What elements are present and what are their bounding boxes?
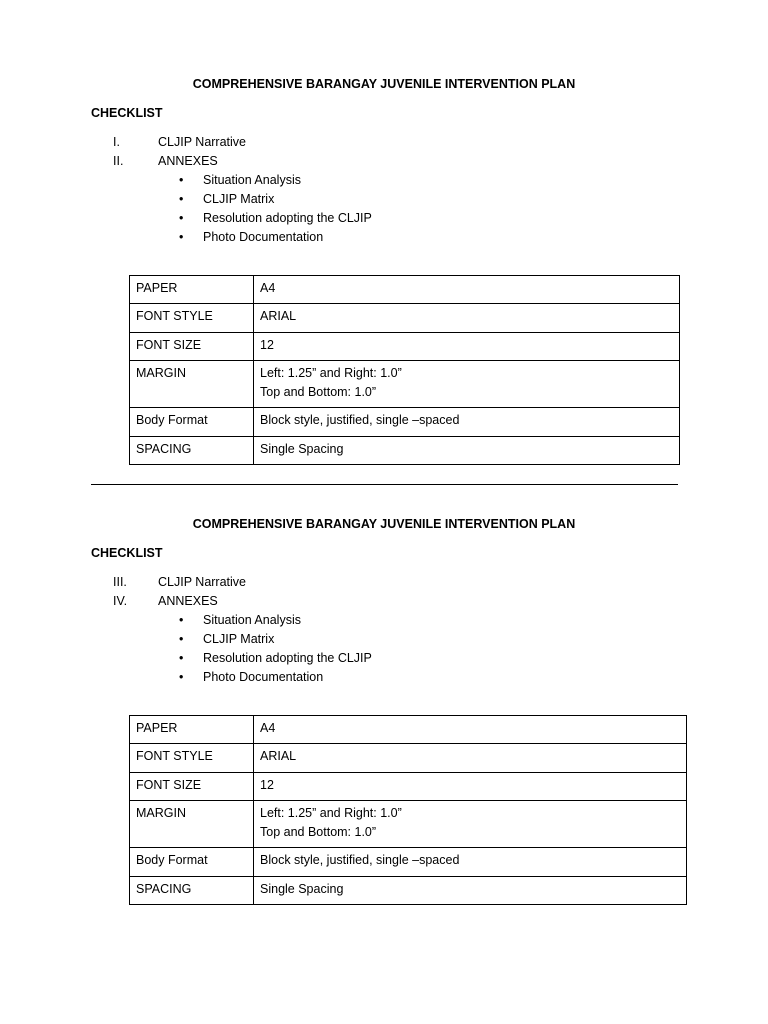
page-title: COMPREHENSIVE BARANGAY JUVENILE INTERVENTION PLAN — [192, 517, 576, 531]
spec-value-cell — [254, 304, 680, 333]
item-number: II. — [113, 154, 124, 168]
checklist-heading: CHECKLIST — [91, 106, 163, 120]
spec-key-cell: SPACING — [130, 437, 254, 465]
spec-key-cell: Body Format — [130, 848, 254, 877]
item-label: ANNEXES — [158, 154, 218, 168]
format-spec-table — [129, 715, 687, 905]
spec-key-cell: FONT STYLE — [130, 304, 254, 333]
spec-value-cell — [254, 408, 680, 437]
bullet-icon: • — [179, 173, 184, 187]
spec-key-cell: PAPER — [130, 276, 254, 304]
bullet-icon: • — [179, 632, 184, 646]
spec-value-line: Top and Bottom: 1.0” — [260, 825, 377, 839]
spec-value-cell — [254, 716, 687, 744]
annex-label: CLJIP Matrix — [203, 192, 275, 206]
table-row — [130, 408, 680, 437]
spec-key-cell: FONT STYLE — [130, 744, 254, 773]
table-row — [130, 744, 687, 773]
spec-value-line: ARIAL — [260, 749, 297, 763]
item-number: III. — [113, 575, 127, 589]
table-row — [130, 716, 687, 744]
spec-value-cell — [254, 773, 687, 801]
bullet-icon: • — [179, 211, 184, 225]
spec-value-cell — [254, 437, 680, 465]
table-row — [130, 437, 680, 465]
item-label: CLJIP Narrative — [158, 575, 246, 589]
spec-value-line: Single Spacing — [260, 442, 344, 456]
spec-key-cell: MARGIN — [130, 801, 254, 848]
table-row — [130, 304, 680, 333]
annex-label: CLJIP Matrix — [203, 632, 275, 646]
annex-label: Resolution adopting the CLJIP — [203, 651, 372, 665]
table-row — [130, 877, 687, 905]
spec-value-cell — [254, 361, 680, 408]
page-title: COMPREHENSIVE BARANGAY JUVENILE INTERVENTION PLAN — [192, 77, 576, 91]
spec-value-line: A4 — [260, 281, 276, 295]
spec-key-cell: Body Format — [130, 408, 254, 437]
checklist-heading: CHECKLIST — [91, 546, 163, 560]
spec-value-line: Single Spacing — [260, 882, 344, 896]
bullet-icon: • — [179, 651, 184, 665]
spec-value-line: Left: 1.25” and Right: 1.0” — [260, 366, 402, 380]
spec-value-line: Top and Bottom: 1.0” — [260, 385, 377, 399]
spec-value-line: Block style, justified, single –spaced — [260, 413, 460, 427]
spec-value-line: 12 — [260, 338, 274, 352]
table-row — [130, 801, 687, 848]
spec-value-line: 12 — [260, 778, 274, 792]
spec-key-cell: FONT SIZE — [130, 773, 254, 801]
bullet-icon: • — [179, 230, 184, 244]
annex-label: Situation Analysis — [203, 173, 301, 187]
spec-key-cell: MARGIN — [130, 361, 254, 408]
spec-value-cell — [254, 276, 680, 304]
item-number: IV. — [113, 594, 128, 608]
annex-label: Resolution adopting the CLJIP — [203, 211, 372, 225]
spec-value-cell — [254, 744, 687, 773]
annex-label: Photo Documentation — [203, 230, 324, 244]
bullet-icon: • — [179, 613, 184, 627]
bullet-icon: • — [179, 192, 184, 206]
item-number: I. — [113, 135, 120, 149]
spec-key-cell: FONT SIZE — [130, 333, 254, 361]
spec-value-line: ARIAL — [260, 309, 297, 323]
spec-value-line: Left: 1.25” and Right: 1.0” — [260, 806, 402, 820]
table-row — [130, 361, 680, 408]
spec-value-cell — [254, 877, 687, 905]
spec-key-cell: SPACING — [130, 877, 254, 905]
table-row — [130, 773, 687, 801]
section-divider — [91, 484, 678, 485]
table-row — [130, 276, 680, 304]
spec-value-line: Block style, justified, single –spaced — [260, 853, 460, 867]
format-spec-table — [129, 275, 680, 465]
spec-value-cell — [254, 848, 687, 877]
table-row — [130, 333, 680, 361]
annex-label: Situation Analysis — [203, 613, 301, 627]
spec-value-cell — [254, 801, 687, 848]
annex-label: Photo Documentation — [203, 670, 324, 684]
spec-value-line: A4 — [260, 721, 276, 735]
spec-key-cell: PAPER — [130, 716, 254, 744]
spec-value-cell — [254, 333, 680, 361]
table-row — [130, 848, 687, 877]
item-label: ANNEXES — [158, 594, 218, 608]
bullet-icon: • — [179, 670, 184, 684]
item-label: CLJIP Narrative — [158, 135, 246, 149]
